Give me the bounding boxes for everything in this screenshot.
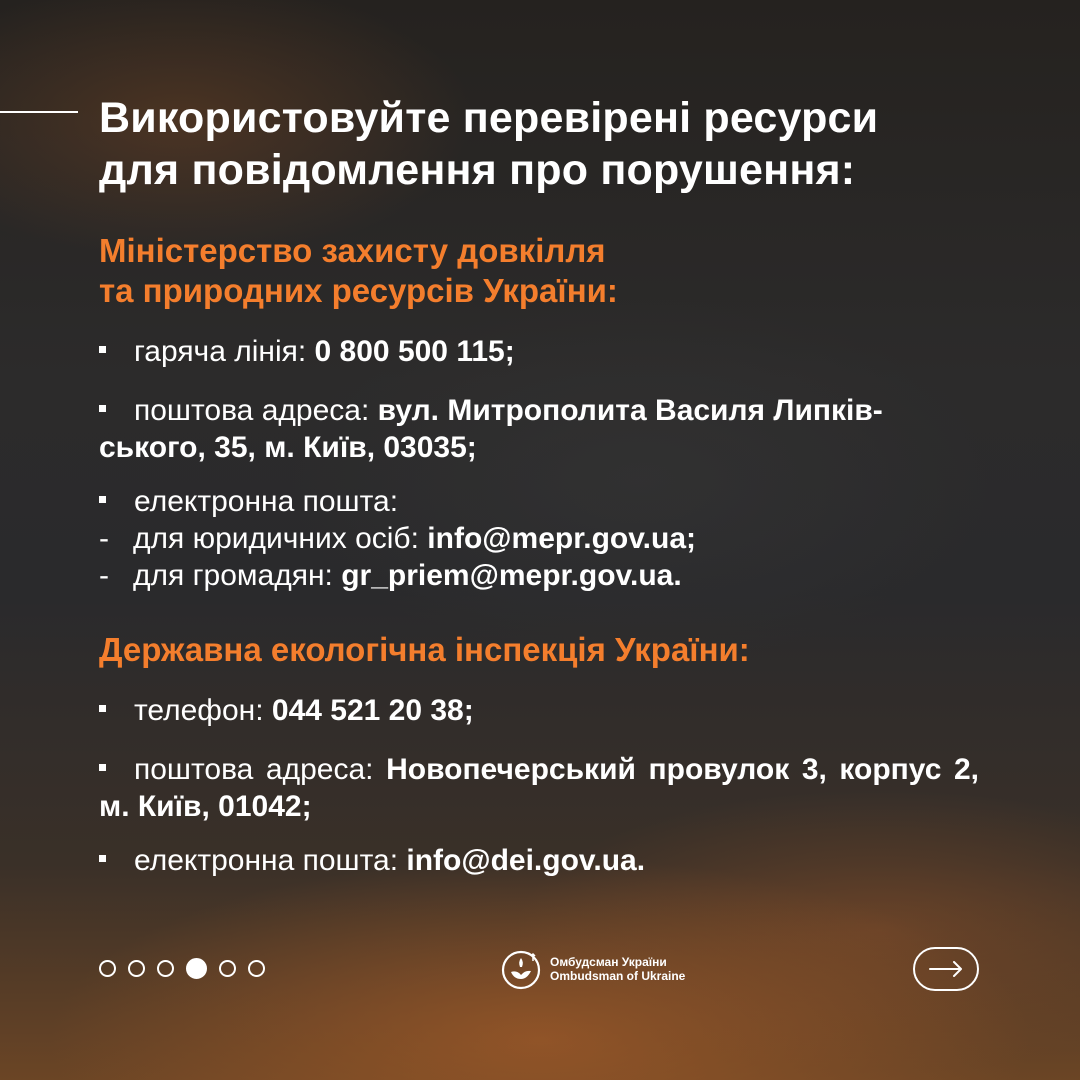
page-title-line2: для повідомлення про порушення:	[99, 146, 856, 194]
logo-text-english: Ombudsman of Ukraine	[550, 969, 686, 983]
inspection-phone-label: телефон:	[134, 694, 272, 727]
ministry-hotline-item	[99, 333, 979, 370]
inspection-phone-value: 044 521 20 38;	[271, 694, 474, 727]
inspection-address-item	[99, 751, 979, 825]
pagination-dot[interactable]	[157, 960, 174, 977]
section-inspection-title: Державна екологічна інспекція України:	[99, 631, 750, 668]
inspection-address-label: поштова адреса:	[134, 753, 387, 786]
page-title-line1: Використовуйте перевірені ресурси	[99, 94, 879, 142]
inspection-address-value: Новопечерський провулок 3, корпус 2, м. Київ, 01042;	[99, 753, 979, 823]
section-ministry-title-line1: Міністерство захисту довкілля	[99, 232, 606, 269]
ministry-email-legal-value: info@mepr.gov.ua;	[427, 522, 697, 555]
section-ministry-title-line2: та природних ресурсів України:	[99, 272, 618, 309]
bullet-icon	[99, 705, 106, 712]
ministry-email-citizens-value: gr_priem@mepr.gov.ua.	[341, 559, 682, 592]
ministry-hotline-label: гаряча лінія:	[134, 335, 315, 368]
ministry-email-item	[99, 483, 979, 594]
ombudsman-logo	[500, 948, 685, 990]
ministry-address-value-line1: вул. Митрополита Василя Липків-	[377, 394, 883, 427]
arrow-right-icon	[929, 961, 963, 977]
bullet-icon	[99, 346, 106, 353]
inspection-email-item	[99, 842, 979, 879]
pagination-dot-active[interactable]	[186, 958, 207, 979]
ministry-address-label: поштова адреса:	[134, 394, 378, 427]
dash-marker: -	[99, 559, 109, 592]
bullet-icon	[99, 764, 106, 771]
inspection-email-value: info@dei.gov.ua.	[406, 844, 646, 877]
ombudsman-logo-icon	[500, 948, 542, 990]
pagination-dot[interactable]	[219, 960, 236, 977]
ministry-address-item	[99, 392, 979, 466]
dash-marker: -	[99, 522, 109, 555]
pagination-dot[interactable]	[248, 960, 265, 977]
bullet-icon	[99, 405, 106, 412]
pagination-dot[interactable]	[99, 960, 116, 977]
inspection-phone-item	[99, 692, 979, 729]
pagination-dot[interactable]	[128, 960, 145, 977]
inspection-email-label: електронна пошта:	[134, 844, 407, 877]
bullet-icon	[99, 496, 106, 503]
next-slide-button[interactable]	[913, 947, 979, 991]
decorative-top-line	[0, 111, 78, 113]
pagination-dots	[99, 960, 265, 979]
ministry-address-value-line2: ського, 35, м. Київ, 03035;	[99, 431, 477, 464]
section-ministry-title	[99, 231, 999, 311]
logo-text-ukrainian: Омбудсман України	[550, 955, 667, 969]
ministry-email-label: електронна пошта:	[134, 485, 399, 518]
bullet-icon	[99, 855, 106, 862]
page-title	[99, 92, 999, 196]
ministry-hotline-value: 0 800 500 115;	[314, 335, 515, 368]
ministry-email-legal-label: для юридичних осіб:	[133, 522, 428, 555]
ministry-email-citizens-label: для громадян:	[133, 559, 342, 592]
